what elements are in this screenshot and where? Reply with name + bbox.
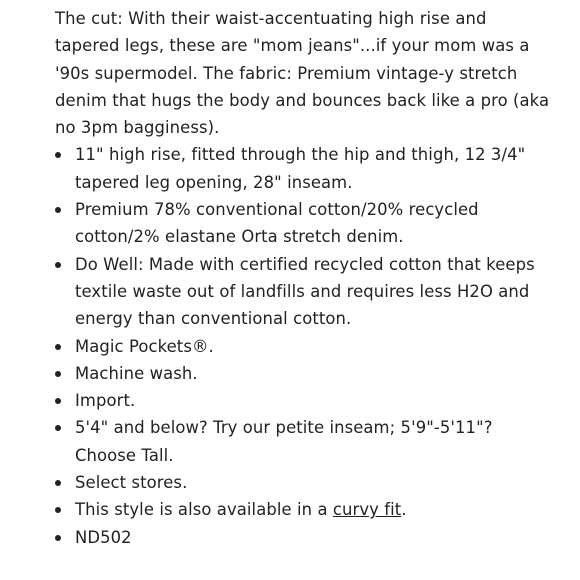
list-item-curvy [55,496,555,523]
list-item [55,251,555,333]
bullet-icon [55,344,61,350]
list-item-text: Select stores. [75,473,188,493]
list-item-text: Import. [75,391,136,411]
curvy-suffix: . [401,500,407,520]
bullet-icon [55,371,61,377]
list-item-text: Machine wash. [75,363,198,383]
list-item [55,469,555,496]
bullet-icon [55,507,61,513]
style-code: ND502 [75,527,132,547]
bullet-icon [55,262,61,268]
product-description [55,5,555,551]
list-item [55,387,555,414]
list-item [55,196,555,251]
bullet-icon [55,480,61,486]
curvy-prefix: This style is also available in a [75,500,333,520]
list-item-text: Do Well: Made with certified recycled cotton that keeps textile waste out of landfills and requires less H2O and energy than conventional cotton. [75,254,535,329]
feature-list [55,141,555,550]
list-item [55,141,555,196]
description-intro: The cut: With their waist-accentuating high rise and tapered legs, these are "mom jeans"...if your mom was a '90s supermodel. The fabric: Premium vintage-y stretch denim that hugs the body and bounces back like a pro (aka no 3pm bagginess). [55,9,550,138]
bullet-icon [55,425,61,431]
curvy-fit-link[interactable]: curvy fit [332,500,402,520]
list-item-text: 5'4" and below? Try our petite inseam; 5'9"-5'11"? Choose Tall. [75,418,493,465]
bullet-icon [55,207,61,213]
list-item [55,333,555,360]
list-item-text: Premium 78% conventional cotton/20% recycled cotton/2% elastane Orta stretch denim. [75,200,479,247]
bullet-icon [55,152,61,158]
list-item-text: Magic Pockets®. [75,336,214,356]
bullet-icon [55,535,61,541]
bullet-icon [55,398,61,404]
list-item-text: 11" high rise, fitted through the hip and thigh, 12 3/4" tapered leg opening, 28" inseam. [75,145,526,192]
list-item [55,414,555,469]
list-item [55,360,555,387]
list-item-style-code [55,524,555,551]
